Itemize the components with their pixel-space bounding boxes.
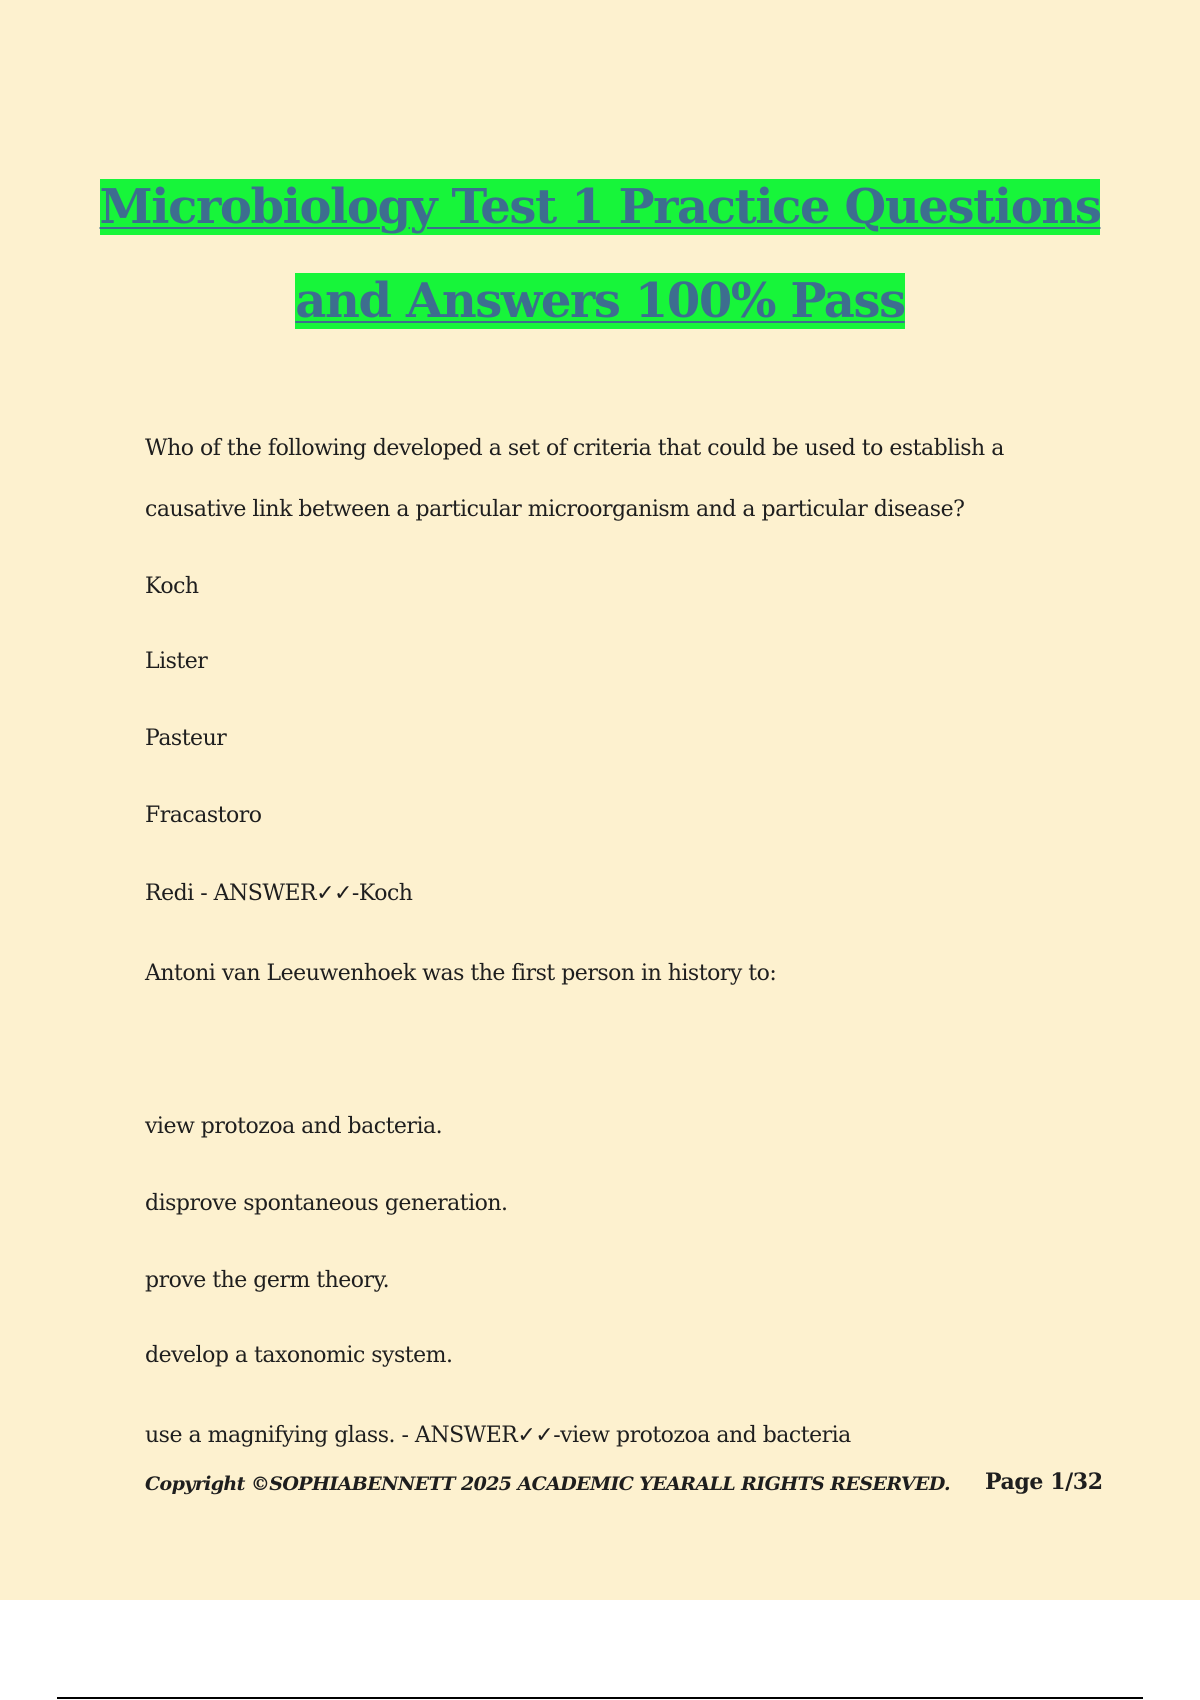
question-2-option-germ-theory: prove the germ theory. (145, 1268, 390, 1293)
question-1-option-pasteur: Pasteur (145, 726, 227, 751)
title-line-1: Microbiology Test 1 Practice Questions (99, 179, 1101, 235)
question-1-text-line-2: causative link between a particular microorganism and a particular disease? (145, 497, 965, 522)
footer-copyright: Copyright ©SOPHIABENNETT 2025 ACADEMIC YEARALL RIGHTS RESERVED. (145, 1473, 951, 1495)
question-1-option-lister: Lister (145, 649, 208, 674)
question-2-option-magnifying-glass-answer: use a magnifying glass. - ANSWER✓✓-view protozoa and bacteria (145, 1423, 851, 1448)
question-2-text: Antoni van Leeuwenhoek was the first person in history to: (145, 961, 777, 986)
bottom-divider (57, 1697, 1143, 1699)
title-line-2: and Answers 100% Pass (295, 273, 905, 329)
question-1-option-redi-answer: Redi - ANSWER✓✓-Koch (145, 881, 413, 906)
question-1-text-line-1: Who of the following developed a set of criteria that could be used to establish a (145, 436, 1004, 461)
question-1-option-fracastoro: Fracastoro (145, 803, 262, 828)
footer-page-number: Page 1/32 (985, 1469, 1103, 1495)
question-1-option-koch: Koch (145, 574, 199, 599)
question-2-option-disprove-spontaneous: disprove spontaneous generation. (145, 1191, 508, 1216)
question-2-option-taxonomic-system: develop a taxonomic system. (145, 1343, 453, 1368)
question-2-option-view-protozoa: view protozoa and bacteria. (145, 1114, 443, 1139)
document-title (0, 160, 1200, 348)
